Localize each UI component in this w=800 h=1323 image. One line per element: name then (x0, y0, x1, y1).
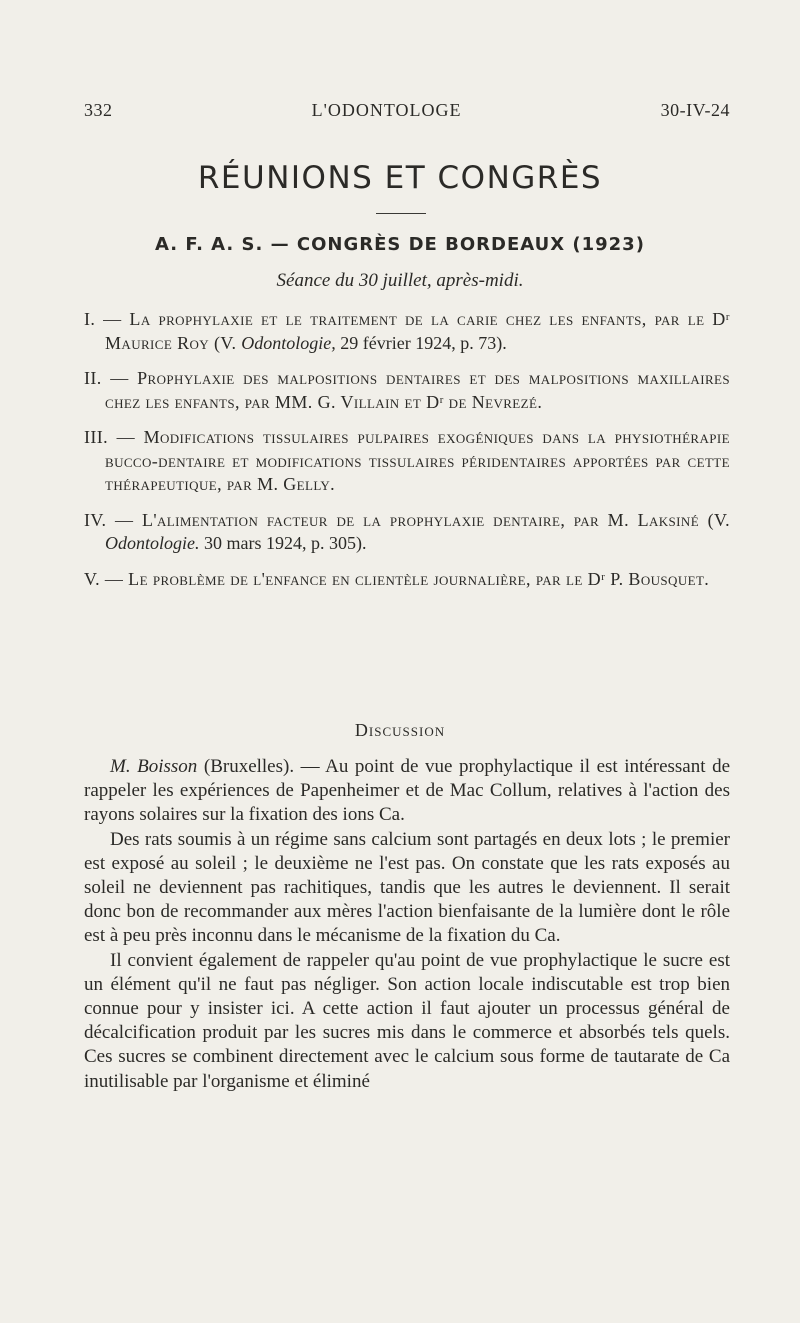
agenda-item-3: III. — Modifications tissulaires pulpaires exogéniques dans la physiothérapie bucco-dentaire et modifications tissulaires péridentaires apportées par cette thérapeutique, par M. Gelly. (84, 427, 730, 494)
agenda-item-4-journal: Odontologie. (105, 533, 200, 553)
agenda-item-4-text: IV. — L'alimentation facteur de la prophylaxie dentaire, par M. Laksiné (V. (84, 509, 730, 530)
agenda-list (84, 308, 730, 603)
agenda-item-4-ref: 30 mars 1924, p. 305). (199, 533, 367, 553)
agenda-item-1-ref: 29 février 1924, p. 73). (335, 332, 507, 353)
section-title: A. F. A. S. — CONGRÈS DE BORDEAUX (1923) (155, 234, 645, 255)
paragraph-3: Il convient également de rappeler qu'au point de vue prophylactique le sucre est un élément qu'il ne faut pas négliger. Son action locale indiscutable est trop bien connue pour y insister ici. A cette action il faut ajouter un processus général de décalcification produit par les sucres mis dans le commerce et absorbés tels quels. Ces sucres se combinent directement avec le calcium sous forme de tautarate de Ca inutilisable par l'organisme et éliminé (84, 949, 730, 1092)
agenda-item-1-journal: Odontologie, (241, 332, 336, 353)
agenda-item-1 (84, 308, 730, 355)
agenda-item-5: V. — Le problème de l'enfance en clientèle journalière, par le Dʳ P. Bousquet. (84, 568, 710, 589)
page-title: RÉUNIONS ET CONGRÈS (197, 160, 603, 196)
title-divider (376, 213, 426, 214)
discussion-body (84, 755, 730, 1094)
paragraph-2: Des rats soumis à un régime sans calcium sont partagés en deux lots ; le premier est exposé au soleil ; le deuxième ne l'est pas. On constate que les rats exposés au soleil ne deviennent pas rachitiques, tandis que les autres le deviennent. Il serait donc bon de recommander aux mères l'action bienfaisante de la lumière dont le rôle est à peu près inconnu dans le mécanisme de la fixation du Ca. (84, 828, 730, 947)
journal-title: L'ODONTOLOGE (311, 100, 462, 120)
running-head (84, 100, 730, 121)
discussion-heading: Discussion (354, 720, 446, 740)
issue-date: 30-IV-24 (660, 100, 730, 120)
agenda-item-1-text: I. — La prophylaxie et le traitement de la carie chez les enfants, par le Dʳ Maurice Roy (V. (84, 309, 730, 353)
paragraph-1-text: (Bruxelles). — Au point de vue prophylactique il est intéressant de rappeler les expériences de Papenheimer et de Mac Collum, relatives à l'action des rayons solaires sur la fixation des ions Ca. (84, 756, 731, 826)
agenda-item-2: II. — Prophylaxie des malpositions dentaires et des malpositions maxillaires chez les enfants, par MM. G. Villain et Dʳ de Nevrezé. (84, 368, 730, 412)
paragraph-1 (84, 755, 730, 828)
speaker-name: M. Boisson (110, 756, 198, 777)
session-subtitle: Séance du 30 juillet, après-midi. (276, 270, 524, 291)
agenda-item-4 (84, 509, 730, 556)
page-number: 332 (84, 100, 113, 120)
